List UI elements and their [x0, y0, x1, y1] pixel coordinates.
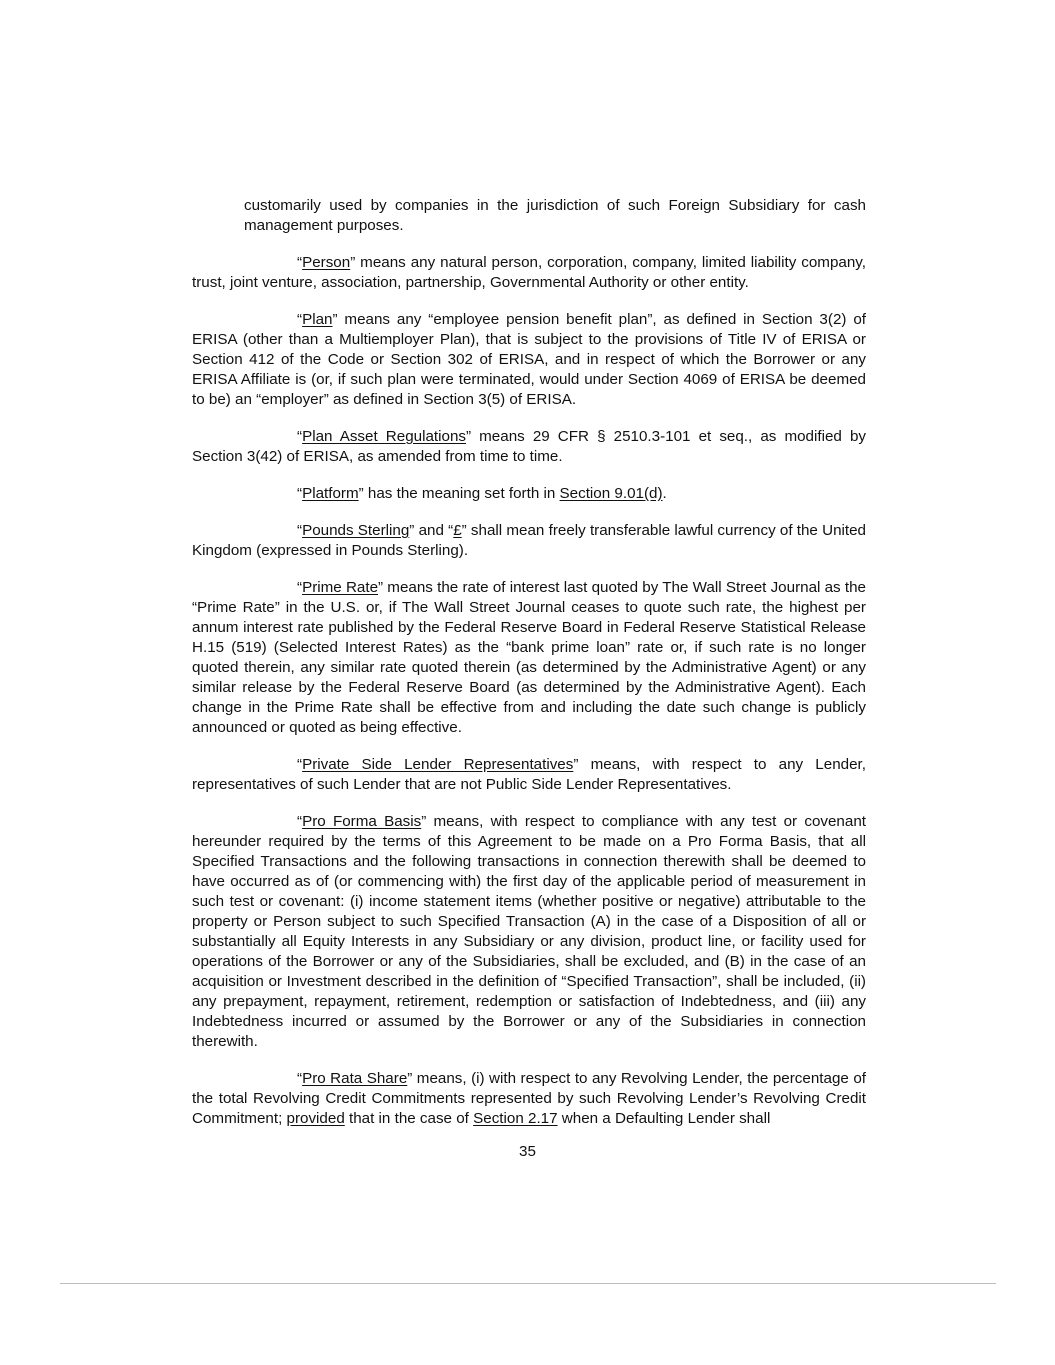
- defined-term: Person: [302, 254, 351, 271]
- definition-platform: “Platform” has the meaning set forth in Section 9.01(d).: [297, 485, 667, 502]
- definition-prime-rate: “Prime Rate” means the rate of interest last quoted by The Wall Street Journal as the “Prime Rate” in the U.S. or, if The Wall Street Journal ceases to quote such rate, the highest per annum interest rate published by the Federal Reserve Board in Federal Reserve Statistical Release H.15 (519) (Selected Interest Rates) as the “bank prime loan” rate or, if such rate is no longer quoted therein, any similar rate quoted therein (as determined by the Administrative Agent) or any similar release by the Federal Reserve Board (as determined by the Administrative Agent). Each change in the Prime Rate shall be effective from and including the date such change is publicly announced or quoted as being effective.: [192, 579, 866, 736]
- footer-divider: [60, 1283, 996, 1284]
- definition-text: ” has the meaning set forth in: [358, 485, 560, 502]
- definition-text: ” means, with respect to any Lender, representatives of such Lender that are not Public Side Lender Representatives.: [192, 756, 866, 793]
- definition-text: ” means, with respect to compliance with any test or covenant hereunder required by the terms of this Agreement to be made on a Pro Forma Basis, that all Specified Transactions and the following transactions in connection therewith shall be deemed to have occurred as of (or commencing with) the first day of the applicable period of measurement in such test or covenant: (i) income statement items (whether positive or negative) attributable to the property or Person subject to such Specified Transaction (A) in the case of a Disposition of all or substantially all Equity Interests in any Subsidiary or any division, product line, or facility used for operations of the Borrower or any of the Subsidiaries, shall be excluded, and (B) in the case of an acquisition or Investment described in the definition of “Specified Transaction”, shall be included, (ii) any prepayment, repayment, retirement, redemption or satisfaction of Indebtedness, and (iii) any Indebtedness incurred or assumed by the Borrower or any of the Subsidiaries in connection therewith.: [192, 813, 866, 1050]
- defined-symbol: £: [453, 522, 462, 539]
- defined-term: Private Side Lender Representatives: [302, 756, 574, 773]
- definition-text: ” means 29 CFR § 2510.3-101 et seq., as modified by Section 3(42) of ERISA, as amended from time to time.: [192, 428, 866, 465]
- defined-term: Pounds Sterling: [302, 522, 410, 539]
- definition-text: ” means any natural person, corporation, company, limited liability company, trust, joint venture, association, partnership, Governmental Authority or other entity.: [192, 254, 866, 291]
- section-reference: Section 2.17: [473, 1110, 558, 1127]
- definition-text: when a Defaulting Lender shall: [557, 1110, 771, 1127]
- definition-person: “Person” means any natural person, corporation, company, limited liability company, trust, joint venture, association, partnership, Governmental Authority or other entity.: [192, 254, 866, 291]
- definition-text: ” shall mean freely transferable lawful currency of the United Kingdom (expressed in Pounds Sterling).: [192, 522, 867, 559]
- definition-text: ” means, (i) with respect to any Revolving Lender, the percentage of the total Revolving Credit Commitments represented by such Revolving Lender’s Revolving Credit Commitment;: [192, 1070, 866, 1127]
- definition-pro-forma-basis: “Pro Forma Basis” means, with respect to compliance with any test or covenant hereunder required by the terms of this Agreement to be made on a Pro Forma Basis, that all Specified Transactions and the following transactions in connection therewith shall be deemed to have occurred as of (or commencing with) the first day of the applicable period of measurement in such test or covenant: (i) income statement items (whether positive or negative) attributable to the property or Person subject to such Specified Transaction (A) in the case of a Disposition of all or substantially all Equity Interests in any Subsidiary or any division, product line, or facility used for operations of the Borrower or any of the Subsidiaries, shall be excluded, and (B) in the case of an acquisition or Investment described in the definition of “Specified Transaction”, shall be included, (ii) any prepayment, repayment, retirement, redemption or satisfaction of Indebtedness, and (iii) any Indebtedness incurred or assumed by the Borrower or any of the Subsidiaries in connection therewith.: [192, 813, 866, 1050]
- defined-term: Prime Rate: [302, 579, 379, 596]
- definition-pro-rata-share: “Pro Rata Share” means, (i) with respect to any Revolving Lender, the percentage of the total Revolving Credit Commitments represented by such Revolving Lender’s Revolving Credit Commitment; provided that in the case of Section 2.17 when a Defaulting Lender shall: [192, 1070, 866, 1127]
- definition-text: ” and “: [409, 522, 454, 539]
- definition-private-side-lender-representatives: “Private Side Lender Representatives” means, with respect to any Lender, representatives of such Lender that are not Public Side Lender Representatives.: [192, 756, 866, 793]
- definition-plan: “Plan” means any “employee pension benefit plan”, as defined in Section 3(2) of ERISA (other than a Multiemployer Plan), that is subject to the provisions of Title IV of ERISA or Section 412 of the Code or Section 302 of ERISA, and in respect of which the Borrower or any ERISA Affiliate is (or, if such plan were terminated, would under Section 4069 of ERISA be deemed to be) an “employer” as defined in Section 3(5) of ERISA.: [192, 311, 866, 408]
- defined-term: Pro Forma Basis: [302, 813, 422, 830]
- defined-term: Plan Asset Regulations: [302, 428, 466, 445]
- section-reference: Section 9.01(d): [559, 485, 663, 502]
- definition-text: .: [662, 485, 667, 502]
- provided-keyword: provided: [286, 1110, 345, 1127]
- page-number: 35: [519, 1143, 536, 1160]
- continuation-paragraph: customarily used by companies in the jurisdiction of such Foreign Subsidiary for cash management purposes.: [244, 197, 866, 234]
- defined-term: Plan: [302, 311, 333, 328]
- defined-term: Pro Rata Share: [302, 1070, 408, 1087]
- defined-term: Platform: [302, 485, 359, 502]
- page-body: [192, 196, 866, 1146]
- definition-pounds-sterling: “Pounds Sterling” and “£” shall mean freely transferable lawful currency of the United Kingdom (expressed in Pounds Sterling).: [192, 522, 867, 559]
- definition-text: that in the case of: [344, 1110, 474, 1127]
- definition-text: ” means the rate of interest last quoted by The Wall Street Journal as the “Prime Rate” in the U.S. or, if The Wall Street Journal ceases to quote such rate, the highest per annum interest rate published by the Federal Reserve Board in Federal Reserve Statistical Release H.15 (519) (Selected Interest Rates) as the “bank prime loan” rate or, if such rate is no longer quoted therein, any similar rate quoted therein (as determined by the Administrative Agent) or any similar release by the Federal Reserve Board (as determined by the Administrative Agent). Each change in the Prime Rate shall be effective from and including the date such change is publicly announced or quoted as being effective.: [192, 579, 866, 736]
- definition-text: ” means any “employee pension benefit plan”, as defined in Section 3(2) of ERISA (other than a Multiemployer Plan), that is subject to the provisions of Title IV of ERISA or Section 412 of the Code or Section 302 of ERISA, and in respect of which the Borrower or any ERISA Affiliate is (or, if such plan were terminated, would under Section 4069 of ERISA be deemed to be) an “employer” as defined in Section 3(5) of ERISA.: [192, 311, 866, 408]
- definition-plan-asset-regulations: “Plan Asset Regulations” means 29 CFR § 2510.3-101 et seq., as modified by Section 3(42) of ERISA, as amended from time to time.: [192, 428, 866, 465]
